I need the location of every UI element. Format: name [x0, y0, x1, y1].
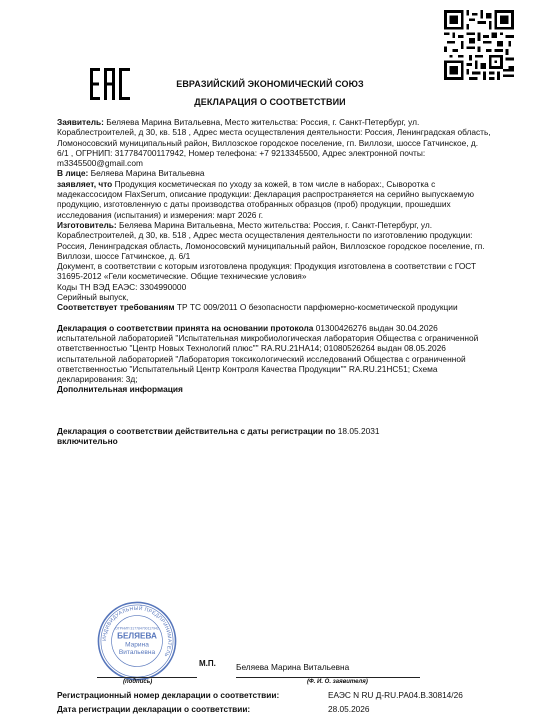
stamp-surname: БЕЛЯЕВА [117, 631, 157, 641]
applicant-label: Заявитель: [57, 117, 104, 127]
conformity-text: ТР ТС 009/2011 О безопасности парфюмерно-косметической продукции [174, 302, 458, 313]
validity-paragraph [57, 426, 491, 447]
qr-code-icon [444, 10, 514, 80]
declaration-body [57, 117, 491, 446]
validity-date: 18.05.2031 [335, 425, 380, 436]
conformity-label: Соответствует требованиям [57, 302, 175, 313]
registration-date: 28.05.2026 [328, 704, 370, 714]
manufacturer-paragraph [57, 220, 491, 261]
conformity-paragraph [57, 302, 491, 312]
name-line [236, 677, 420, 678]
document-line: Документ, в соответствии с которым изготовлена продукция: Продукция изготовлена в соответствии с ГОСТ 31695-2012 «Гели косметические. Общие технические условия» [57, 261, 477, 282]
person-label: В лице: [57, 168, 89, 179]
applicant-paragraph [57, 117, 491, 168]
signatory-name: Беляева Марина Витальевна [236, 662, 350, 672]
union-title: ЕВРАЗИЙСКИЙ ЭКОНОМИЧЕСКИЙ СОЮЗ [176, 79, 364, 89]
declares-label: заявляет, что [57, 178, 113, 189]
signature-line [97, 677, 197, 678]
seal-stamp [96, 600, 178, 682]
basis-text: 01300426276 выдан 30.04.2026 испытательной лабораторией "Испытательная микробиологическая лаборатория Общества с ограниченной ответственностью "Центр Новых Технологий плюс"" RA.RU.21HA14; 01080526264 выдан 08.05.2026 испытательной лабораторией "Лаборатория токсикологический исследований Общества с ограниченной ответственностью "Испытательный Центр Контроля Качества Продукции"" RA.RU.21HC51; Схема декларирования: 3д; [57, 322, 479, 385]
additional-info: Дополнительная информация [57, 384, 183, 395]
serial-line: Серийный выпуск, [57, 292, 129, 303]
basis-paragraph [57, 323, 491, 385]
name-caption: (Ф. И. О. заявителя) [307, 679, 368, 685]
validity-suffix: включительно [57, 436, 118, 447]
validity-label: Декларация о соответствии действительна с даты регистрации по [57, 425, 336, 436]
stamp-ogrnip: ОГРНИП 317784700117942 [115, 626, 159, 631]
registration-number: ЕАЭС N RU Д-RU.PA04.B.30814/26 [328, 690, 463, 700]
applicant-text: Беляева Марина Витальевна, Место жительства: Россия, г. Санкт-Петербург, ул. Кораблестроителей, д 30, кв. 518 , Адрес места осуществления деятельности: Россия, Ленинградская область, Ломоносовский муниципальный район, Виллозское городское поселение, гп. Виллози, шоссе Гатчинское, д. 6/1 , ОГРНИП: 317784700117942, Номер телефона: +7 9213345500, Адрес электронной почты: m3345500@gmail.com [57, 117, 491, 169]
declares-text: Продукция косметическая по уходу за кожей, в том числе в наборах:, Сыворотка с мадекассосидом FlaxSerum, описание продукции: Декларация распространяется на серийно выпускаемую продукцию, изготовленную с даты производства отобранных образцов (проб) продукции, прошедших исследования (испытания) и измерения: март 2026 г. [57, 178, 475, 220]
declaration-title: ДЕКЛАРАЦИЯ О СООТВЕТСТВИИ [194, 97, 346, 107]
basis-label: Декларация о соответствии принята на основании протокола [57, 322, 314, 333]
signature-caption: (подпись) [123, 679, 153, 685]
mp-label: М.П. [199, 659, 216, 668]
registration-date-label: Дата регистрации декларации о соответствии: [57, 704, 251, 714]
person-text: Беляева Марина Витальевна [88, 168, 205, 179]
stamp-ring-text: ИНДИВИДУАЛЬНЫЙ ПРЕДПРИНИМАТЕЛЬ [101, 605, 173, 658]
codes-line: Коды ТН ВЭД ЕАЭС: 3304990000 [57, 281, 187, 292]
stamp-first-name: Марина [125, 641, 149, 649]
person-paragraph [57, 168, 491, 178]
declares-paragraph [57, 179, 491, 220]
manufacturer-label: Изготовитель: [57, 219, 117, 230]
registration-number-label: Регистрационный номер декларации о соответствии: [57, 690, 280, 700]
manufacturer-text: Беляева Марина Витальевна, Место жительства: Россия, г. Санкт-Петербург, ул. Кораблестроителей, д 30, кв. 518 , Адрес места осуществления деятельности по изготовлению продукции: Россия, Ленинградская область, Ломоносовский муниципальный район, Виллозское городское поселение, гп. Виллози, шоссе Гатчинское, д. 6/1 [57, 219, 485, 261]
stamp-middle-name: Витальевна [118, 649, 156, 657]
